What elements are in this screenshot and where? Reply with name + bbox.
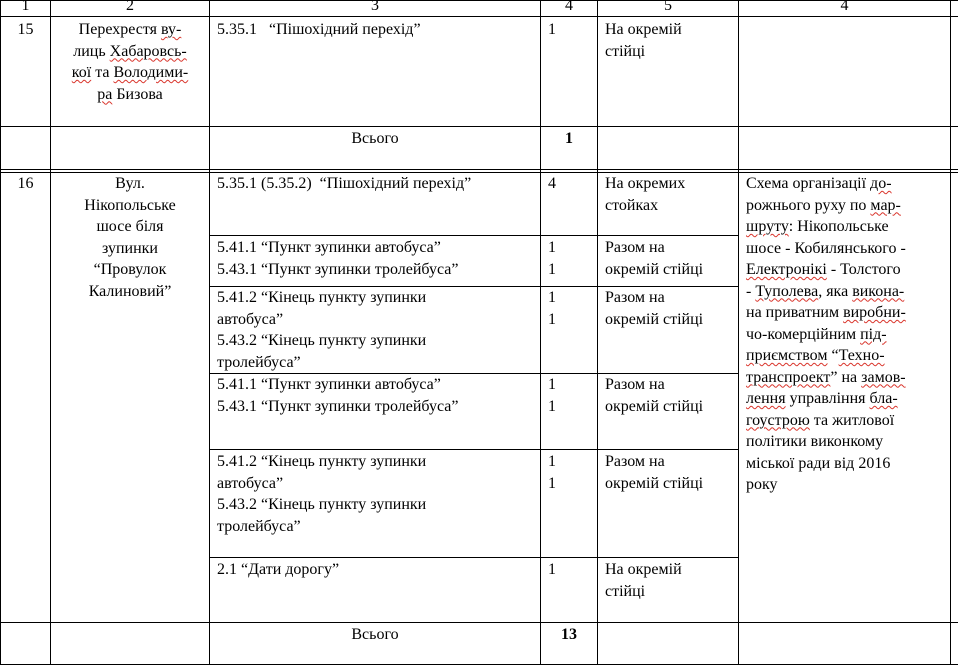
note-text: Схема організації — [746, 175, 871, 192]
row15-number: 15 — [17, 21, 34, 38]
group3-mount-line-1: Разом на — [605, 289, 665, 306]
row15-location-line-1 — [51, 19, 209, 41]
row15-location-text: кої — [71, 64, 92, 81]
group5-qty-2: 1 — [548, 474, 556, 492]
row16-location-line-5: “Провулок — [93, 261, 167, 278]
row16-number: 16 — [17, 175, 34, 192]
note-text: шруту — [746, 218, 789, 235]
note-text: Туполева — [755, 282, 819, 300]
note-text: на приватним — [746, 304, 844, 321]
group3-qty-2: 1 — [548, 310, 556, 328]
group5-rule — [210, 557, 738, 558]
group4-mount-line-1: Разом на — [605, 376, 665, 393]
note-text: під- — [860, 325, 887, 343]
total1-bottom-rule-a — [0, 169, 958, 170]
group5-sign-line-3: 5.43.2 “Кінець пункту зупинки — [217, 496, 427, 513]
note-line-3 — [746, 216, 889, 238]
header-col-3: 3 — [371, 0, 379, 14]
total1-value: 1 — [565, 130, 573, 147]
note-text: замов- — [861, 368, 906, 386]
note-text: Техно- — [838, 347, 885, 364]
note-line-7 — [746, 302, 906, 324]
row16-location-line-3: шосе біля — [96, 218, 164, 235]
row15-location-text: Володими- — [113, 64, 189, 81]
total2-label: Всього — [351, 626, 399, 643]
group5-sign-line-1: 5.41.2 “Кінець пункту зупинки — [217, 453, 427, 470]
group3-sign-line-2: автобуса” — [217, 310, 284, 328]
header-col-6: 4 — [840, 0, 849, 14]
note-text: лення — [746, 390, 786, 407]
row15-location-line-4 — [51, 84, 209, 106]
group4-mount-line-2: окремій стійці — [605, 397, 704, 415]
row15-location-line-3 — [51, 62, 209, 84]
row15-location-line-2 — [51, 41, 209, 63]
row16-location-line-6: Калиновий” — [88, 282, 172, 300]
group4-qty-2: 1 — [548, 397, 556, 415]
note-line-6 — [746, 281, 904, 303]
note-text: рожнього руху по — [746, 196, 871, 214]
note-line-2 — [746, 195, 901, 217]
note-line-1 — [746, 173, 892, 195]
group4-qty-1: 1 — [548, 376, 556, 393]
table-bottom-rule — [0, 664, 958, 665]
group2-qty-1: 1 — [548, 239, 556, 256]
note-line-10 — [746, 367, 906, 389]
row15-location-text: Перехрестя — [78, 21, 161, 38]
header-col-1: 1 — [21, 0, 30, 14]
note-text: , яка — [818, 282, 853, 300]
group5-mount-line-2: окремій стійці — [605, 474, 704, 492]
total1-label: Всього — [351, 130, 399, 147]
row15-bottom-rule — [0, 126, 958, 127]
group2-qty-2: 1 — [548, 260, 556, 278]
group2-sign-line-2: 5.43.1 “Пункт зупинки тролейбуса” — [217, 260, 459, 278]
group6-mount-line-2: стійці — [605, 582, 646, 600]
row16-location-line-2: Нікопольське — [84, 196, 176, 214]
row16-location-line-4: зупинки — [101, 239, 158, 257]
note-text: “ — [827, 347, 839, 364]
row15-mount-line-2: стійці — [605, 42, 646, 60]
row15-location-text: ву- — [160, 21, 182, 38]
row15-location-text: та — [91, 64, 114, 81]
group1-qty-1: 4 — [548, 175, 556, 192]
row16-bottom-rule — [0, 622, 958, 623]
note-text: чо-комерційним — [746, 325, 861, 343]
note-text: - Толстого — [826, 261, 901, 278]
header-col-5: 5 — [664, 0, 672, 14]
col-rule-0 — [0, 0, 1, 665]
note-line-4: шосе - Кобилянського - — [746, 239, 906, 257]
group3-sign-line-3: 5.43.2 “Кінець пункту зупинки — [217, 332, 427, 349]
group4-sign-line-1: 5.41.1 “Пункт зупинки автобуса” — [217, 376, 441, 393]
note-text: : Нікопольське — [788, 218, 889, 235]
total2-value: 13 — [561, 626, 577, 643]
group4-rule — [210, 449, 738, 450]
note-text: мар- — [870, 196, 901, 214]
note-text: транспроект — [746, 368, 831, 386]
note-text: приємством — [746, 347, 828, 364]
group3-sign-line-1: 5.41.2 “Кінець пункту зупинки — [217, 289, 427, 306]
note-line-9 — [746, 345, 885, 367]
group1-mount-line-1: На окремих — [605, 175, 686, 192]
row15-mount-line-1: На окремій — [605, 21, 682, 38]
col-rule-4 — [597, 0, 598, 665]
note-text: управління — [785, 390, 870, 407]
note-text: та житлової — [809, 411, 895, 429]
row15-location-text: Бизова — [112, 85, 163, 103]
header-col-4: 4 — [565, 0, 573, 14]
note-text: викона- — [852, 282, 905, 300]
note-line-5 — [746, 259, 901, 281]
note-text: до- — [870, 175, 892, 192]
group5-mount-line-1: Разом на — [605, 453, 665, 470]
group3-sign-line-4: тролейбуса” — [217, 353, 301, 371]
note-line-11 — [746, 388, 898, 410]
col-rule-6 — [950, 0, 951, 665]
note-text: - — [746, 282, 756, 300]
note-line-8 — [746, 324, 887, 346]
group5-sign-line-2: автобуса” — [217, 474, 284, 492]
group1-rule — [210, 235, 738, 236]
row15-qty: 1 — [548, 21, 556, 38]
group3-qty-1: 1 — [548, 289, 556, 306]
note-text: бла- — [869, 390, 898, 407]
row15-sign: 5.35.1 “Пішохідний перехід” — [217, 21, 421, 38]
row15-location-text: Хабаровсь- — [109, 42, 187, 60]
note-line-15: року — [746, 476, 778, 493]
group2-sign-line-1: 5.41.1 “Пункт зупинки автобуса” — [217, 239, 441, 256]
group1-mount-line-2: стойках — [605, 196, 659, 214]
note-text: ” на — [830, 368, 862, 386]
group5-qty-1: 1 — [548, 453, 556, 470]
group1-sign-line-1: 5.35.1 (5.35.2) “Пішохідний перехід” — [217, 175, 472, 192]
note-line-13: політики виконкому — [746, 433, 884, 450]
group4-sign-line-2: 5.43.1 “Пункт зупинки тролейбуса” — [217, 397, 459, 415]
group3-mount-line-2: окремій стійці — [605, 310, 704, 328]
note-text: виробни- — [843, 304, 906, 321]
header-bottom-rule — [0, 16, 958, 17]
group5-sign-line-4: тролейбуса” — [217, 517, 301, 535]
row16-location-line-1: Вул. — [115, 175, 145, 192]
group6-sign-line-1: 2.1 “Дати дорогу” — [217, 561, 340, 578]
col-rule-2 — [209, 0, 210, 665]
group2-mount-line-1: Разом на — [605, 239, 665, 256]
group6-qty-1: 1 — [548, 561, 556, 578]
note-line-12 — [746, 410, 894, 432]
note-text: Електронікі — [746, 261, 827, 278]
col-rule-5 — [738, 0, 739, 665]
header-col-2: 2 — [126, 0, 134, 14]
row15-location-text: лиць — [73, 42, 110, 60]
row15-location-text: ра — [97, 85, 113, 103]
col-rule-3 — [540, 0, 541, 665]
group2-mount-line-2: окремій стійці — [605, 260, 704, 278]
note-text: гоустрою — [746, 411, 810, 429]
note-line-14: міської ради від 2016 — [746, 454, 891, 472]
group6-mount-line-1: На окремій — [605, 561, 682, 578]
